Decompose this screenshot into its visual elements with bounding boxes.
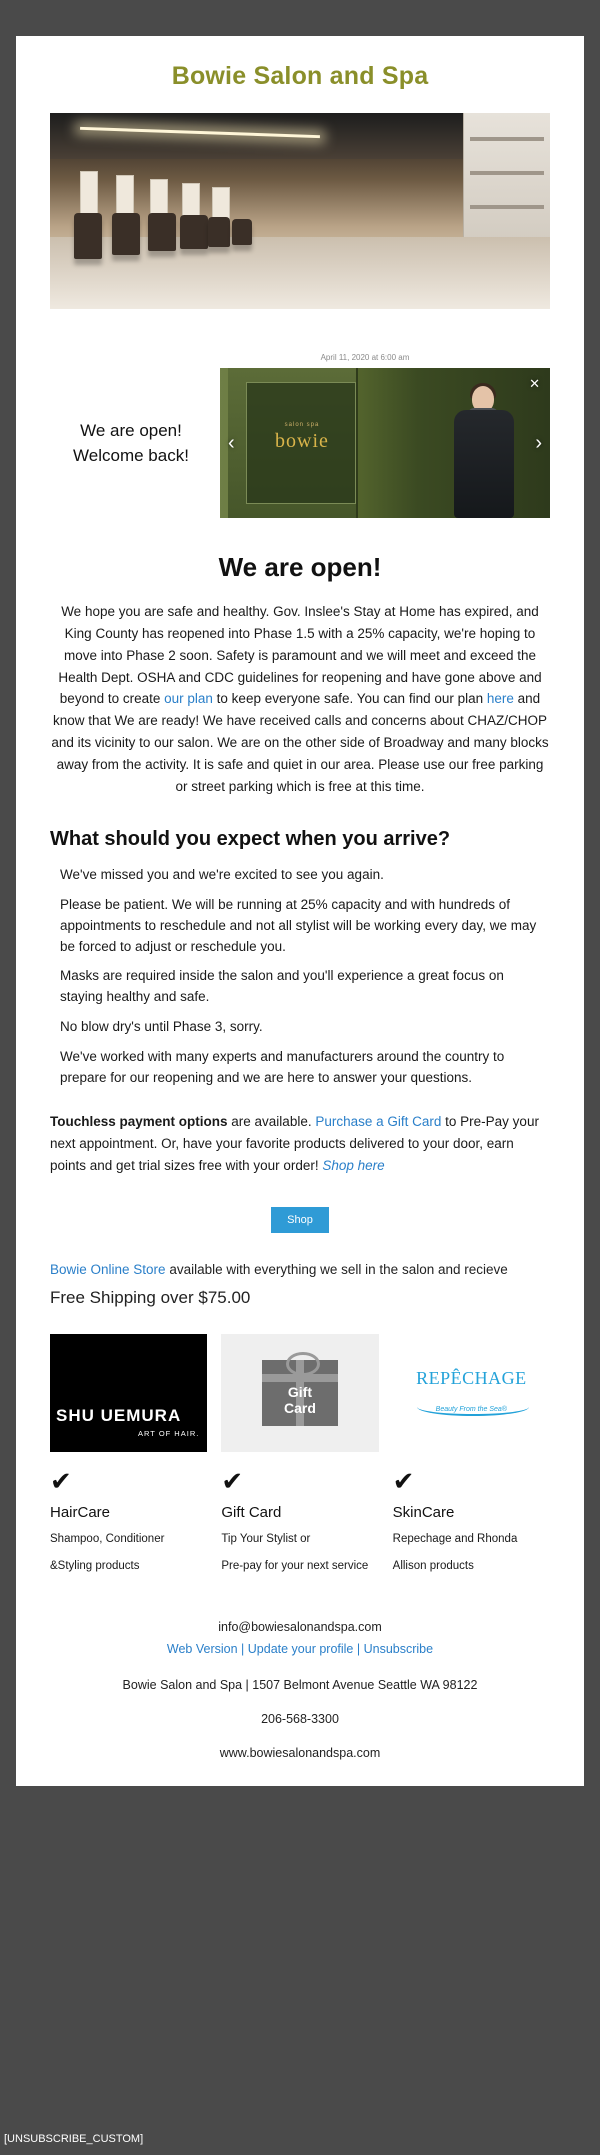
footer-website: www.bowiesalonandspa.com [219,1745,381,1760]
product-grid [16,1308,584,1586]
bowie-online-store-link[interactable]: Bowie Online Store [50,1261,166,1277]
update-profile-link[interactable]: Update your profile [247,1641,354,1656]
check-icon: ✔ [392,1466,415,1497]
image-carousel[interactable] [220,368,550,518]
close-icon[interactable]: ✕ [529,376,540,391]
salon-interior-photo [50,113,550,309]
person-coat [454,410,514,518]
list-item: We've missed you and we're excited to see you again. [60,866,384,882]
intro-text-1: We hope you are safe and healthy. Gov. Inslee's Stay at Home has expired, and King County has reopened into Phase 1.5 with a 25% capacity, we're hoping to move into Phase 2 soon. Safety is paramount and we will meet and exceed the Health Dept. OSHA and CDC guidelines for reopening and have gone above and beyond to create [58,604,542,707]
free-shipping-text: Free Shipping over $75.00 [50,1288,251,1308]
list-item: Please be patient. We will be running at 25% capacity and with hundreds of appointments to reschedule and not all stylist will be working every day, we may be forced to adjust or reschedule you. [60,896,537,954]
purchase-gift-card-link[interactable]: Purchase a Gift Card [315,1114,442,1130]
check-icon: ✔ [50,1466,72,1497]
intro-paragraph [50,601,550,798]
hero-image-wrapper [16,113,584,309]
product-description-line: Allison products [392,1560,474,1573]
unsubscribe-custom-bar: [UNSUBSCRIBE_CUSTOM] [0,2125,600,2155]
gift-box-graphic [262,1360,338,1426]
welcome-row [50,368,550,518]
repechage-tagline: Beauty From the Sea® [435,1406,507,1414]
product-title: HairCare [50,1504,111,1522]
photo-chair [208,217,230,247]
intro-text-2: to keep everyone safe. You can find our plan [212,691,487,707]
product-title: SkinCare [392,1504,455,1522]
gift-card-image[interactable] [221,1334,378,1452]
welcome-text [50,418,220,469]
photo-chair [232,219,252,245]
check-icon: ✔ [221,1466,244,1497]
page-title: Bowie Salon and Spa [171,62,429,90]
expect-list [50,865,550,1089]
footer-email: info@bowiesalonandspa.com [218,1619,382,1634]
touchless-text-2: to Pre-Pay your next appointment. Or, have your favorite products delivered to your door, earn points and get trial sizes free with your order! [50,1114,539,1173]
welcome-line-1: We are open! [80,420,182,440]
shop-button[interactable]: Shop [271,1207,329,1233]
photo-shelf [470,205,544,209]
post-date: April 11, 2020 at 6:00 am [320,353,410,362]
expect-heading: What should you expect when you arrive? [50,827,451,850]
main-headline: We are open! [218,552,382,582]
shop-here-link[interactable]: Shop here [322,1157,385,1173]
footer-separator: | [241,1641,245,1656]
touchless-payment-paragraph [50,1111,550,1177]
footer-separator: | [356,1641,361,1656]
repechage-wordmark: REPÊCHAGE [416,1368,527,1389]
gift-card-label [262,1385,338,1416]
photo-chair [112,213,140,255]
shu-uemura-logo[interactable] [50,1334,207,1452]
ribbon-horizontal [262,1374,338,1382]
product-description [221,1531,378,1576]
product-description-line: Pre-pay for your next service [221,1560,369,1573]
welcome-carousel-block [16,309,584,518]
photo-chair [180,215,208,249]
gift-card-label-line-2: Card [284,1399,316,1416]
carousel-logo-subtext: salon spa [284,422,320,428]
gift-card-label-line-1: Gift [287,1384,313,1401]
footer-phone: 206-568-3300 [261,1711,339,1726]
footer-address: Bowie Salon and Spa | 1507 Belmont Avenue Seattle WA 98122 [122,1677,478,1692]
photo-chair [148,213,176,251]
carousel-salon-door [228,368,358,518]
photo-shelf [470,171,544,175]
welcome-line-2: Welcome back! [73,446,189,465]
repechage-logo[interactable] [393,1334,550,1452]
product-description-line: Tip Your Stylist or [221,1533,311,1546]
photo-shelf [470,137,544,141]
list-item: No blow dry's until Phase 3, sorry. [60,1019,263,1035]
product-card-giftcard [221,1334,378,1586]
list-item: Masks are required inside the salon and you'll experience a great focus on staying healthy and safe. [60,968,504,1005]
product-description-line: Shampoo, Conditioner [50,1533,165,1546]
footer-links [50,1642,550,1656]
product-description [50,1531,207,1576]
online-store-text: available with everything we sell in the salon and recieve [165,1261,508,1277]
carousel-prev-icon[interactable]: ‹ [228,432,235,454]
shop-button-wrapper [50,1207,550,1233]
carousel-person [452,386,516,518]
intro-text-3: and know that We are ready! We have received calls and concerns about CHAZ/CHOP and its vicinity to our salon. We are on the other side of Broadway and many blocks away from the activity. It is safe and quiet in our area. Please use our free parking or street parking which is free at this time. [51,691,549,794]
product-title: Gift Card [221,1504,282,1522]
photo-chair [74,213,102,259]
online-store-line [50,1259,550,1281]
main-content [16,552,584,1308]
shu-uemura-wordmark: SHU UEMURA [56,1406,182,1426]
here-link[interactable]: here [486,691,514,707]
email-footer [16,1586,584,1786]
unsubscribe-link[interactable]: Unsubscribe [363,1641,434,1656]
email-body [16,36,584,1786]
carousel-logo-text: bowie [275,430,329,452]
list-item: We've worked with many experts and manufacturers around the country to prepare for our reopening and we are here to answer your questions. [60,1049,505,1086]
touchless-bold-text: Touchless payment options [50,1114,228,1130]
product-description-line: Repechage and Rhonda [392,1533,518,1546]
shu-uemura-tagline: ART OF HAIR. [138,1429,200,1439]
product-description [393,1531,550,1576]
carousel-next-icon[interactable]: › [535,432,542,454]
product-card-skincare [393,1334,550,1586]
touchless-text-1: are available. [227,1114,316,1130]
product-card-haircare [50,1334,207,1586]
our-plan-link[interactable]: our plan [164,691,213,707]
web-version-link[interactable]: Web Version [166,1641,238,1656]
product-description-line: &Styling products [50,1560,140,1573]
